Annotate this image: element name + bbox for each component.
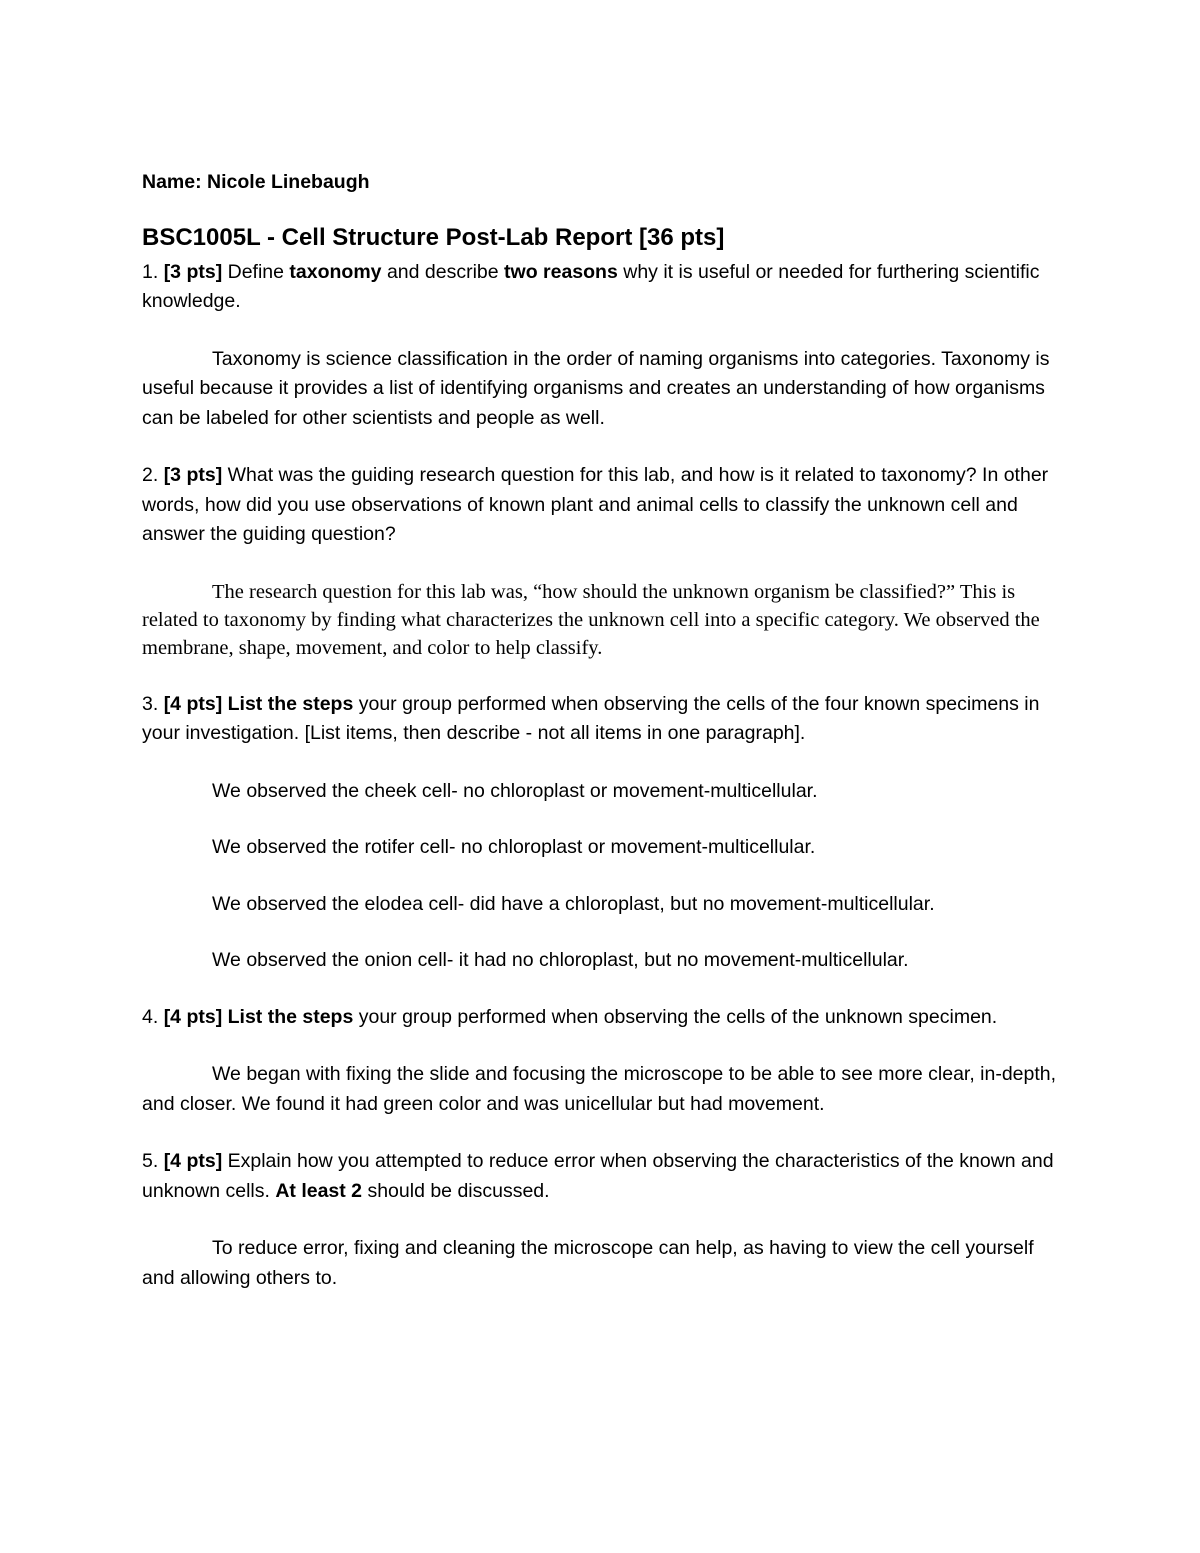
question-4 <box>142 1003 1062 1033</box>
observation-item: We observed the elodea cell- did have a chloroplast, but no movement-multicellular. <box>212 892 935 915</box>
question-1-text: why it is useful or needed for furthering scientific knowledge. <box>142 260 1040 312</box>
question-2-number: 2. <box>142 464 159 486</box>
answer-5: To reduce error, fixing and cleaning the microscope can help, as having to view the cell yourself and allowing others to. <box>142 1237 1034 1289</box>
question-3-text: your group performed when observing the cells of the four known specimens in your investigation. [List items, then describe - not all items in one paragraph]. <box>142 692 1040 744</box>
question-4-number: 4. <box>142 1005 159 1028</box>
observation-item: We observed the rotifer cell- no chloroplast or movement-multicellular. <box>212 836 816 858</box>
question-5-emphasis: At least 2 <box>275 1179 363 1202</box>
report-title: BSC1005L - Cell Structure Post-Lab Report [36 pts] <box>142 223 725 251</box>
name-value: Nicole Linebaugh <box>207 171 370 193</box>
document-body <box>142 168 1062 1321</box>
observation-item: We observed the onion cell- it had no chloroplast, but no movement-multicellular. <box>212 949 909 971</box>
question-5-text: should be discussed. <box>367 1179 550 1202</box>
question-2-points: [3 pts] <box>163 464 223 486</box>
question-1-text: and describe <box>386 260 499 283</box>
question-3-emphasis: List the steps <box>227 692 354 715</box>
answer-4: We began with fixing the slide and focusing the microscope to be able to see more clear, in-depth, and closer. We found it had green color and was unicellular but had movement. <box>142 1063 1057 1115</box>
question-1-emphasis-taxonomy: taxonomy <box>289 260 382 283</box>
question-5-text: Explain how you attempted to reduce error when observing the characteristics of the known and unknown cells. <box>142 1150 1054 1202</box>
answer-2: The research question for this lab was, “how should the unknown organism be classified?” This is related to taxonomy by finding what characterizes the unknown cell into a specific category. We observed the membrane, shape, movement, and color to help classify. <box>142 580 1040 659</box>
answer-1: Taxonomy is science classification in the order of naming organisms into categories. Taxonomy is useful because it provides a list of identifying organisms and creates an understanding of how organisms can be labeled for other scientists and people as well. <box>142 347 1050 429</box>
name-label: Name: <box>142 171 202 193</box>
question-1-text: Define <box>227 260 284 283</box>
question-1 <box>142 258 1062 317</box>
question-2 <box>142 461 1062 550</box>
question-1-number: 1. <box>142 260 159 283</box>
question-1-emphasis-reasons: two reasons <box>504 260 618 283</box>
question-4-text: your group performed when observing the cells of the unknown specimen. <box>358 1005 998 1028</box>
question-3-number: 3. <box>142 692 159 715</box>
student-name-line <box>142 168 1062 198</box>
question-5-points: [4 pts] <box>163 1150 223 1172</box>
question-3-points: [4 pts] <box>163 692 223 715</box>
observation-item: We observed the cheek cell- no chloroplast or movement-multicellular. <box>212 779 818 802</box>
question-5 <box>142 1147 1062 1206</box>
question-5-number: 5. <box>142 1150 159 1172</box>
question-4-emphasis: List the steps <box>227 1005 354 1028</box>
question-2-text: What was the guiding research question for this lab, and how is it related to taxonomy? In other words, how did you use observations of known plant and animal cells to classify the unknown cell and answer the guiding question? <box>142 464 1049 545</box>
question-1-points: [3 pts] <box>163 260 223 283</box>
question-3 <box>142 690 1062 749</box>
question-4-points: [4 pts] <box>163 1005 223 1028</box>
